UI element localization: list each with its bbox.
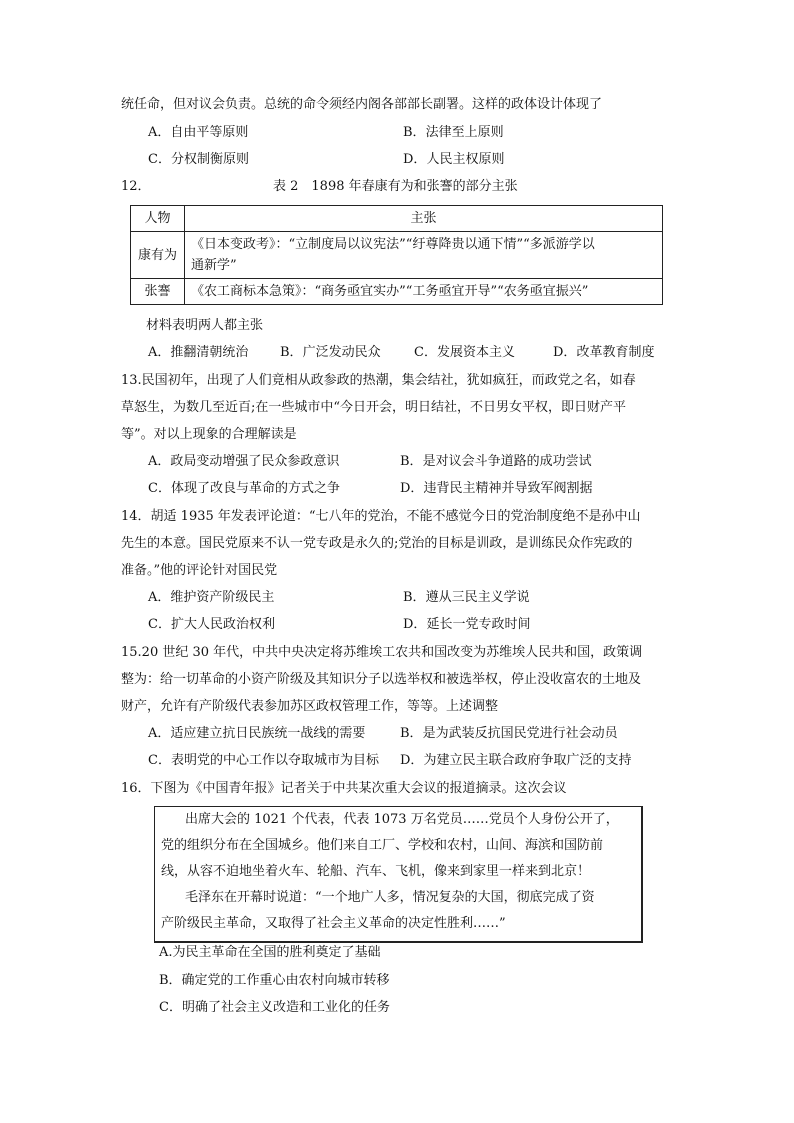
option-letter: D． xyxy=(403,152,427,167)
option-text: 改革教育制度 xyxy=(576,345,655,360)
option-text: 自由平等原则 xyxy=(170,125,249,140)
option-letter: C． xyxy=(414,345,437,360)
option-letter: C． xyxy=(148,617,171,632)
q12-number: 12． xyxy=(121,179,151,194)
option-text: 延长一党专政时间 xyxy=(426,617,531,632)
q11-stem-tail: 统任命，但对议会负责。总统的命令须经内阁各部部长副署。这样的政体设计体现了 xyxy=(121,97,603,112)
q13-stem-line: 13.民国初年，出现了人们竟相从政参政的热潮，集会结社，犹如疯狂，而政党之名，如春 xyxy=(121,373,636,388)
option-text: 为建立民主联合政府争取广泛的支持 xyxy=(423,753,632,768)
table-header-row xyxy=(131,206,663,232)
option-letter: B． xyxy=(400,726,423,741)
table-cell-claim xyxy=(185,232,663,279)
claim-line: 《日本变政考》：“立制度局以议宪法”“纡尊降贵以通下情”“多派游学以 xyxy=(191,237,595,252)
q16-option-a: A.为民主革命在全国的胜利奠定了基础 xyxy=(159,945,381,960)
option-letter: D． xyxy=(553,345,577,360)
q12-stem: 材料表明两人都主张 xyxy=(146,318,264,333)
q12-option-d xyxy=(553,344,654,362)
option-text: 表明党的中心工作以夺取城市为目标 xyxy=(170,753,379,768)
q14-stem-line: 14．胡适 1935 年发表评论道：“七八年的党治，不能不感觉今日的党治制度绝不是孙中山 xyxy=(121,509,641,524)
option-letter: A． xyxy=(148,125,171,140)
q15-stem-line: 整为：给一切革命的小资产阶级及其知识分子以选举权和被选举权，停止没收富农的土地及 xyxy=(121,672,642,687)
q13-option-d xyxy=(400,480,592,498)
claim-line: 通新学” xyxy=(191,258,237,273)
option-letter: B． xyxy=(400,454,423,469)
table-header-claim: 主张 xyxy=(185,206,663,232)
option-letter: B． xyxy=(403,125,426,140)
q15-stem-line: 财产，允许有产阶级代表参加苏区政权管理工作，等等。上述调整 xyxy=(121,699,499,714)
table-header-person: 人物 xyxy=(131,206,185,232)
table-cell-person: 张謇 xyxy=(131,279,185,305)
option-text: 推翻清朝统治 xyxy=(170,345,249,360)
q15-option-d xyxy=(400,752,631,770)
q15-stem-line: 15.20 世纪 30 年代，中共中央决定将苏维埃工农共和国改变为苏维埃人民共和国，政策调 xyxy=(121,645,643,660)
q14-option-a xyxy=(148,589,274,607)
q13-option-c xyxy=(148,480,340,498)
q11-option-d xyxy=(403,151,504,169)
q15-option-b xyxy=(400,725,618,743)
table-cell-claim: 《农工商标本急策》：“商务亟宜实办”“工务亟宜开导”“农务亟宜振兴” xyxy=(185,279,663,305)
quote-line: 产阶级民主革命，又取得了社会主义革命的决定性胜利……” xyxy=(161,916,506,931)
option-text: 是对议会斗争道路的成功尝试 xyxy=(422,454,592,469)
q11-option-a xyxy=(148,124,248,142)
option-text: 发展资本主义 xyxy=(436,345,515,360)
option-text: 是为武装反抗国民党进行社会动员 xyxy=(422,726,618,741)
q12-table-caption: 表 2 1898 年春康有为和张謇的部分主张 xyxy=(273,179,518,194)
option-text: 遵从三民主义学说 xyxy=(425,590,530,605)
option-letter: C． xyxy=(148,753,171,768)
q11-option-b xyxy=(403,124,504,142)
quote-line: 线，从容不迫地坐着火车、轮船、汽车、飞机，像来到家里一样来到北京！ xyxy=(161,864,591,879)
q13-option-b xyxy=(400,453,592,471)
q14-stem-line: 先生的本意。国民党原来不认一党专政是永久的;党治的目标是训政，是训练民众作宪政的 xyxy=(121,536,633,551)
option-letter: D． xyxy=(403,617,427,632)
q12-option-b xyxy=(280,344,381,362)
q12-option-a xyxy=(148,344,248,362)
option-letter: D． xyxy=(400,481,424,496)
option-letter: A． xyxy=(148,726,171,741)
option-text: 分权制衡原则 xyxy=(170,152,249,167)
q15-option-a xyxy=(148,725,365,743)
option-text: 人民主权原则 xyxy=(426,152,505,167)
q13-stem-line: 草怒生，为数几至近百;在一些城市中“今日开会，明日结社，不日男女平权，即日财产平 xyxy=(121,400,627,415)
q13-stem-line: 等”。对以上现象的合理解读是 xyxy=(121,427,297,442)
table-row xyxy=(131,279,663,305)
option-text: 广泛发动民众 xyxy=(302,345,381,360)
option-letter: A． xyxy=(148,345,171,360)
q14-option-b xyxy=(403,589,530,607)
quote-line: 党的组织分布在全国城乡。他们来自工厂、学校和农村，山间、海滨和国防前 xyxy=(161,838,604,853)
q13-option-a xyxy=(148,453,339,471)
option-letter: C． xyxy=(148,481,171,496)
option-text: 适应建立抗日民族统一战线的需要 xyxy=(170,726,366,741)
table-cell-person: 康有为 xyxy=(131,232,185,279)
option-text: 法律至上原则 xyxy=(425,125,504,140)
q14-option-d xyxy=(403,616,530,634)
option-letter: B． xyxy=(403,590,426,605)
q14-stem-line: 准备。”他的评论针对国民党 xyxy=(121,563,278,578)
q16-stem: 16．下图为《中国青年报》记者关于中共某次重大会议的报道摘录。这次会议 xyxy=(121,781,567,796)
q16-option-c: C．明确了社会主义改造和工业化的任务 xyxy=(159,1000,390,1015)
q11-option-c xyxy=(148,151,249,169)
q14-option-c xyxy=(148,616,275,634)
q12-table xyxy=(130,205,663,305)
q15-option-c xyxy=(148,752,379,770)
q12-option-c xyxy=(414,344,515,362)
option-text: 扩大人民政治权利 xyxy=(170,617,275,632)
option-letter: D． xyxy=(400,753,424,768)
option-letter: A． xyxy=(148,454,171,469)
q16-option-b: B．确定党的工作重心由农村向城市转移 xyxy=(159,973,390,988)
option-letter: C． xyxy=(148,152,171,167)
table-row xyxy=(131,232,663,279)
quote-line: 出席大会的 1021 个代表，代表 1073 万名党员……党员个人身份公开了， xyxy=(185,812,619,827)
q16-quote-box xyxy=(154,806,643,943)
option-letter: A． xyxy=(148,590,171,605)
option-letter: B． xyxy=(280,345,303,360)
option-text: 体现了改良与革命的方式之争 xyxy=(170,481,340,496)
option-text: 违背民主精神并导致军阀割据 xyxy=(423,481,593,496)
option-text: 政局变动增强了民众参政意识 xyxy=(170,454,340,469)
quote-line: 毛泽东在开幕时说道：“一个地广人多，情况复杂的大国，彻底完成了资 xyxy=(185,890,595,905)
option-text: 维护资产阶级民主 xyxy=(170,590,275,605)
